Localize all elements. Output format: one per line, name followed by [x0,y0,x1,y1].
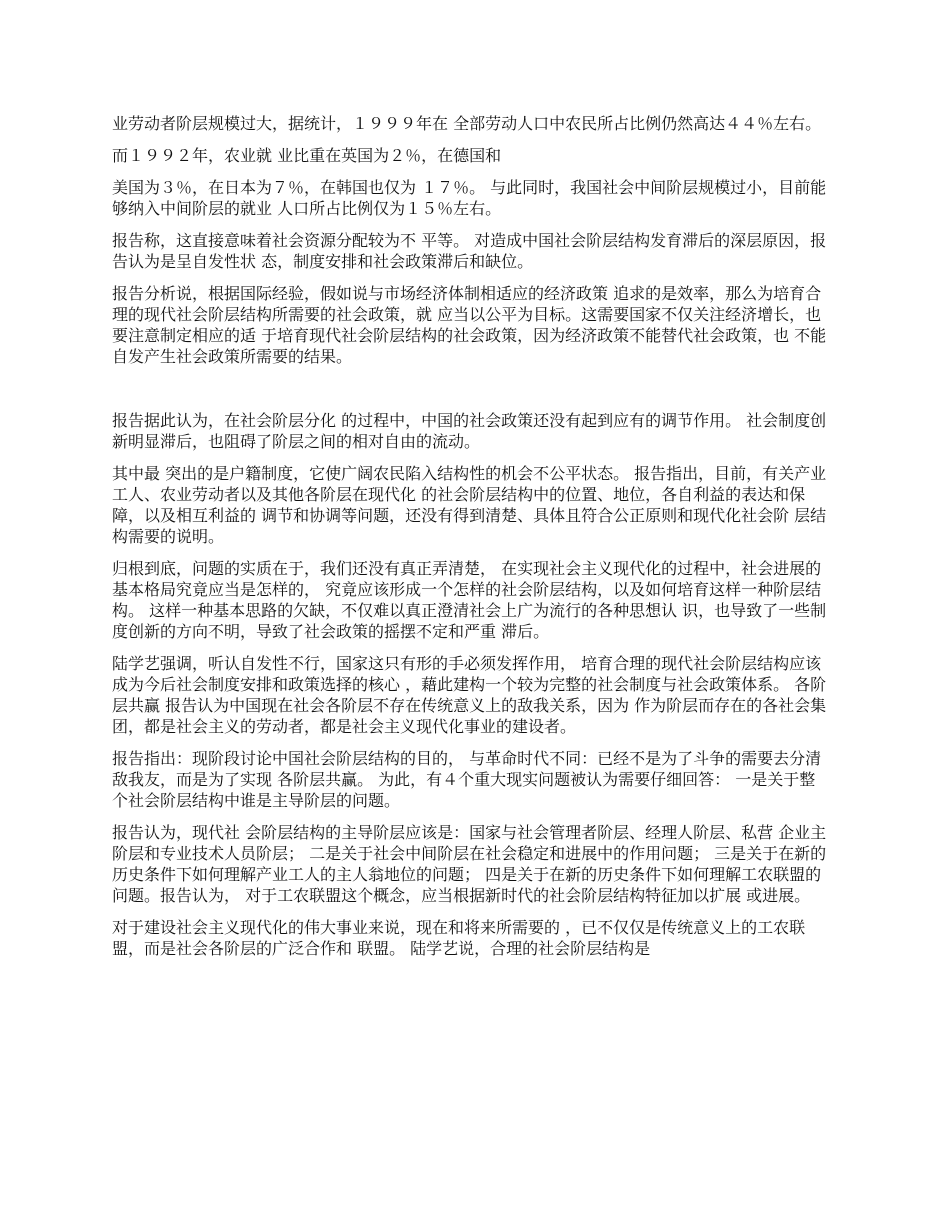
paragraph: 报告称，这直接意味着社会资源分配较为不 平等。 对造成中国社会阶层结构发育滞后的深层原因，报告认为是呈自发性状 态，制度安排和社会政策滞后和缺位。 [112,231,827,271]
paragraph: 而１９９２年，农业就 业比重在英国为２％，在德国和 [112,146,502,165]
paragraph: 报告分析说，根据国际经验，假如说与市场经济体制相适应的经济政策 追求的是效率，那么为培育合理的现代社会阶层结构所需要的社会政策，就 应当以公平为目标。这需要国家不仅关注经济增长，也要注意制定相应的适 于培育现代社会阶层结构的社会政策，因为经济政策不能替代社会政策，也 不能自发产生社会政策所需要的结果。 [112,284,827,366]
paragraph: 对于建设社会主义现代化的伟大事业来说，现在和将来所需要的 ，已不仅仅是传统意义上的工农联盟，而是社会各阶层的广泛合作和 联盟。 陆学艺说，合理的社会阶层结构是 [112,918,806,958]
paragraph: 报告指出：现阶段讨论中国社会阶层结构的目的， 与革命时代不同：已经不是为了斗争的需要去分清敌我友，而是为了实现 各阶层共赢。 为此，有４个重大现实问题被认为需要仔细回答： 一是关于整个社会阶层结构中谁是主导阶层的问题。 [112,749,822,810]
paragraph: 美国为３％，在日本为７％，在韩国也仅为 １７％。 与此同时，我国社会中间阶层规模过小，目前能够纳入中间阶层的就业 人口所占比例仅为１５％左右。 [112,178,827,218]
paragraph: 陆学艺强调，听认自发性不行，国家这只有形的手必须发挥作用， 培育合理的现代社会阶层结构应该成为今后社会制度安排和政策选择的核心 ，藉此建构一个较为完整的社会制度与社会政策体系。 各阶层共赢 报告认为中国现在社会各阶层不存在传统意义上的敌我关系，因为 作为阶层而存在的各社会集团，都是社会主义的劳动者，都是社会主义现代化事业的建设者。 [112,654,827,736]
paragraph: 归根到底，问题的实质在于，我们还没有真正弄清楚， 在实现社会主义现代化的过程中，社会进展的基本格局究竟应当是怎样的， 究竟应该形成一个怎样的社会阶层结构，以及如何培育这样一种阶层结构。 这样一种基本思路的欠缺，不仅难以真正澄清社会上广为流行的各种思想认 识，也导致了一些制度创新的方向不明，导致了社会政策的摇摆不定和严重 滞后。 [112,559,827,641]
paragraph: 报告认为，现代社 会阶层结构的主导阶层应该是：国家与社会管理者阶层、经理人阶层、私营 企业主阶层和专业技术人员阶层； 二是关于社会中间阶层在社会稳定和进展中的作用问题； 三是关于在新的历史条件下如何理解产业工人的主人翁地位的问题； 四是关于在新的历史条件下如何理解工农联盟的问题。报告认为， 对于工农联盟这个概念，应当根据新时代的社会阶层结构特征加以扩展 或进展。 [112,823,827,905]
document-page [112,113,830,970]
paragraph: 其中最 突出的是户籍制度，它使广阔农民陷入结构性的机会不公平状态。 报告指出，目前，有关产业工人、农业劳动者以及其他各阶层在现代化 的社会阶层结构中的位置、地位，各自利益的表达和保障，以及相互利益的 调节和协调等问题，还没有得到清楚、具体且符合公正原则和现代化社会阶 层结构需要的说明。 [112,464,827,546]
paragraph: 报告据此认为，在社会阶层分化 的过程中，中国的社会政策还没有起到应有的调节作用。 社会制度创新明显滞后，也阻碍了阶层之间的相对自由的流动。 [112,411,827,451]
paragraph: 业劳动者阶层规模过大，据统计，１９９９年在 全部劳动人口中农民所占比例仍然高达４４％左右。 [112,114,822,133]
